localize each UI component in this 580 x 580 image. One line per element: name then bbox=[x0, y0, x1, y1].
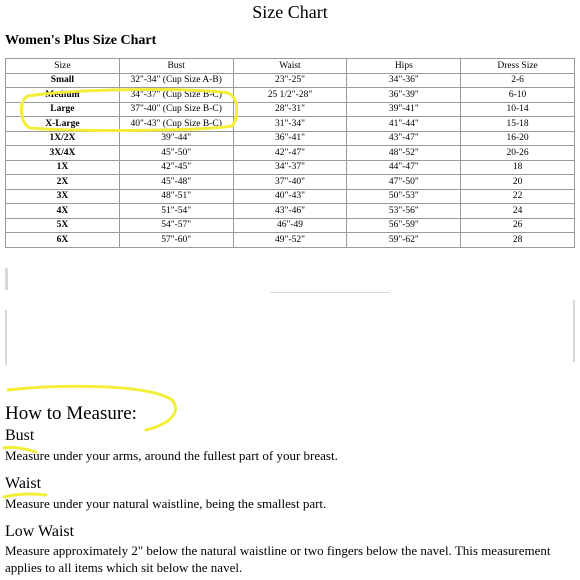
table-row bbox=[6, 88, 575, 103]
cell-hips: 39"-41" bbox=[347, 102, 461, 117]
table-row bbox=[6, 218, 575, 233]
cell-dress-size: 28 bbox=[461, 233, 575, 248]
cell-size: X-Large bbox=[6, 117, 120, 132]
cell-hips: 34"-36" bbox=[347, 73, 461, 88]
column-header-bust: Bust bbox=[119, 59, 233, 74]
cell-dress-size: 2-6 bbox=[461, 73, 575, 88]
column-header-dress-size: Dress Size bbox=[461, 59, 575, 74]
cell-bust: 40"-43" (Cup Size B-C) bbox=[119, 117, 233, 132]
cell-bust: 48"-51" bbox=[119, 189, 233, 204]
cell-dress-size: 20-26 bbox=[461, 146, 575, 161]
table-row bbox=[6, 73, 575, 88]
cell-bust: 45"-50" bbox=[119, 146, 233, 161]
cell-waist: 25 1/2"-28" bbox=[233, 88, 347, 103]
cell-bust: 37"-40" (Cup Size B-C) bbox=[119, 102, 233, 117]
cell-dress-size: 15-18 bbox=[461, 117, 575, 132]
cell-waist: 46"-49 bbox=[233, 218, 347, 233]
cell-hips: 53"-56" bbox=[347, 204, 461, 219]
cell-waist: 23"-25" bbox=[233, 73, 347, 88]
cell-bust: 32"-34" (Cup Size A-B) bbox=[119, 73, 233, 88]
cell-waist: 40"-43" bbox=[233, 189, 347, 204]
table-row bbox=[6, 102, 575, 117]
cell-hips: 43"-47" bbox=[347, 131, 461, 146]
cell-size: 4X bbox=[6, 204, 120, 219]
low-waist-text: Measure approximately 2" below the natural waistline or two fingers below the navel. This measurement applies to all items which sit below the navel. bbox=[5, 543, 551, 575]
cell-bust: 34"-37" (Cup Size B-C) bbox=[119, 88, 233, 103]
table-row bbox=[6, 160, 575, 175]
cell-hips: 56"-59" bbox=[347, 218, 461, 233]
cell-size: Large bbox=[6, 102, 120, 117]
cell-hips: 36"-39" bbox=[347, 88, 461, 103]
cell-waist: 49"-52" bbox=[233, 233, 347, 248]
bust-text: Measure under your arms, around the fullest part of your breast. bbox=[5, 448, 338, 463]
cell-bust: 51"-54" bbox=[119, 204, 233, 219]
size-table bbox=[5, 58, 575, 248]
cell-bust: 42"-45" bbox=[119, 160, 233, 175]
cell-dress-size: 6-10 bbox=[461, 88, 575, 103]
cell-bust: 39"-44" bbox=[119, 131, 233, 146]
how-to-measure-title: How to Measure: bbox=[5, 403, 137, 424]
cell-dress-size: 20 bbox=[461, 175, 575, 190]
cell-size: Medium bbox=[6, 88, 120, 103]
cell-size: 6X bbox=[6, 233, 120, 248]
cell-hips: 50"-53" bbox=[347, 189, 461, 204]
cell-waist: 28"-31" bbox=[233, 102, 347, 117]
cell-waist: 34"-37" bbox=[233, 160, 347, 175]
cell-dress-size: 22 bbox=[461, 189, 575, 204]
cell-bust: 54"-57" bbox=[119, 218, 233, 233]
cell-size: 1X/2X bbox=[6, 131, 120, 146]
waist-text: Measure under your natural waistline, being the smallest part. bbox=[5, 496, 327, 511]
column-header-size: Size bbox=[6, 59, 120, 74]
cell-dress-size: 16-20 bbox=[461, 131, 575, 146]
chart-title: Women's Plus Size Chart bbox=[5, 33, 157, 48]
cell-size: 5X bbox=[6, 218, 120, 233]
table-row bbox=[6, 175, 575, 190]
cell-hips: 41"-44" bbox=[347, 117, 461, 132]
divider bbox=[573, 300, 575, 362]
cell-hips: 44"-47" bbox=[347, 160, 461, 175]
cell-dress-size: 10-14 bbox=[461, 102, 575, 117]
column-header-waist: Waist bbox=[233, 59, 347, 74]
page-title: Size Chart bbox=[252, 2, 328, 22]
cell-waist: 36"-41" bbox=[233, 131, 347, 146]
cell-size: 2X bbox=[6, 175, 120, 190]
divider bbox=[270, 292, 390, 293]
column-header-hips: Hips bbox=[347, 59, 461, 74]
cell-size: 3X/4X bbox=[6, 146, 120, 161]
cell-dress-size: 26 bbox=[461, 218, 575, 233]
divider bbox=[5, 310, 7, 365]
cell-bust: 45"-48" bbox=[119, 175, 233, 190]
waist-heading: Waist bbox=[5, 475, 42, 492]
cell-bust: 57"-60" bbox=[119, 233, 233, 248]
cell-hips: 59"-62" bbox=[347, 233, 461, 248]
cell-waist: 31"-34" bbox=[233, 117, 347, 132]
cell-size: 1X bbox=[6, 160, 120, 175]
cell-size: Small bbox=[6, 73, 120, 88]
table-row bbox=[6, 117, 575, 132]
cell-hips: 48"-52" bbox=[347, 146, 461, 161]
cell-dress-size: 24 bbox=[461, 204, 575, 219]
table-header-row bbox=[6, 59, 575, 74]
bust-heading: Bust bbox=[5, 427, 35, 444]
cell-size: 3X bbox=[6, 189, 120, 204]
table-row bbox=[6, 189, 575, 204]
table-row bbox=[6, 146, 575, 161]
table-row bbox=[6, 131, 575, 146]
table-body bbox=[6, 73, 575, 247]
cell-hips: 47"-50" bbox=[347, 175, 461, 190]
cell-waist: 42"-47" bbox=[233, 146, 347, 161]
table-row bbox=[6, 204, 575, 219]
cell-waist: 37"-40" bbox=[233, 175, 347, 190]
cell-dress-size: 18 bbox=[461, 160, 575, 175]
low-waist-heading: Low Waist bbox=[5, 523, 75, 540]
table-row bbox=[6, 233, 575, 248]
cell-waist: 43"-46" bbox=[233, 204, 347, 219]
divider bbox=[5, 268, 8, 290]
